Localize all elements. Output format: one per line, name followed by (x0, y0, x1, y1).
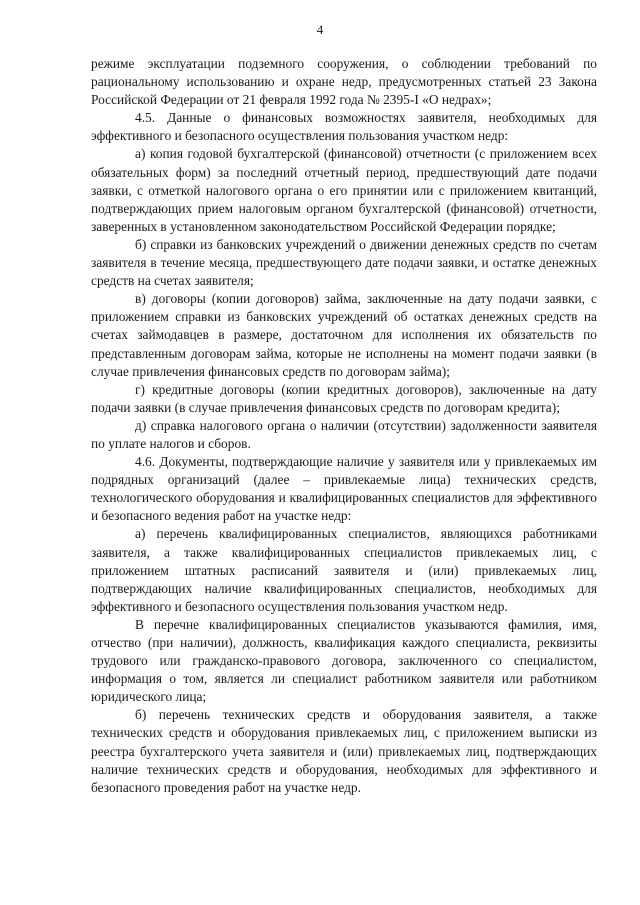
paragraph-specialists-list: В перечне квалифицированных специалистов указываются фамилия, имя, отчество (при наличии), должность, квалификация каждого специалиста, реквизиты трудового или гражданско-правового договора, заключенного со специалистом, информация о том, является ли специалист работником заявителя или работником юридического лица; (91, 616, 597, 705)
paragraph-continuation: режиме эксплуатации подземного сооружения, о соблюдении требований по рациональному использованию и охране недр, предусмотренных статьей 23 Закона Российской Федерации от 21 февраля 1992 года № 2395-I «О недрах»; (91, 56, 597, 108)
paragraph-4-6-a: а) перечень квалифицированных специалистов, являющихся работниками заявителя, а также квалифицированных специалистов привлекаемых лиц, с приложением штатных расписаний заявителя и (или) привлекаемых лиц, подтверждающих наличие квалифицированных специалистов, необходимых для эффективного и безопасного осуществления пользования участком недр. (91, 526, 597, 614)
paragraph-4-5-v: в) договоры (копии договоров) займа, заключенные на дату подачи заявки, с приложением справки из банковских учреждений об остатках денежных средств на счетах займодавцев в размере, достаточном для исполнения их обязательств по представленным договорам займа, которые не исполнены на момент подачи заявки (в случае привлечения финансовых средств по договорам займа); (91, 291, 597, 379)
paragraph-4-5-d: д) справка налогового органа о наличии (отсутствии) задолженности заявителя по уплате налогов и сборов. (91, 417, 597, 451)
paragraph-4-6-b: б) перечень технических средств и оборудования заявителя, а также технических средств и оборудования привлекаемых лиц, с приложением выписки из реестра бухгалтерского учета заявителя и (или) привлекаемых лиц, подтверждающих наличие технических средств и оборудования, необходимых для эффективного и безопасного проведения работ на участке недр. (91, 707, 597, 795)
page-number: 4 (316, 22, 324, 37)
paragraph-4-5: 4.5. Данные о финансовых возможностях заявителя, необходимых для эффективного и безопасного осуществления пользования участком недр: (91, 110, 597, 144)
paragraph-4-5-g: г) кредитные договоры (копии кредитных договоров), заключенные на дату подачи заявки (в случае привлечения финансовых средств по договорам кредита); (91, 381, 597, 415)
paragraph-4-5-a: а) копия годовой бухгалтерской (финансовой) отчетности (с приложением всех обязательных форм) за последний отчетный период, предшествующий дате подачи заявки, с отметкой налогового органа о его принятии или с приложением квитанций, подтверждающих прием налоговым органом бухгалтерской (финансовой) отчетности, заверенных в установленном законодательством Российской Федерации порядке; (91, 146, 597, 234)
document-body (91, 55, 597, 797)
paragraph-4-6: 4.6. Документы, подтверждающие наличие у заявителя или у привлекаемых им подрядных организаций (далее – привлекаемые лица) технических средств, технологического оборудования и квалифицированных специалистов для эффективного и безопасного ведения работ на участке недр: (91, 454, 597, 524)
paragraph-4-5-b: б) справки из банковских учреждений о движении денежных средств по счетам заявителя в течение месяца, предшествующего дате подачи заявки, и остатке денежных средств на счетах заявителя; (91, 236, 597, 289)
